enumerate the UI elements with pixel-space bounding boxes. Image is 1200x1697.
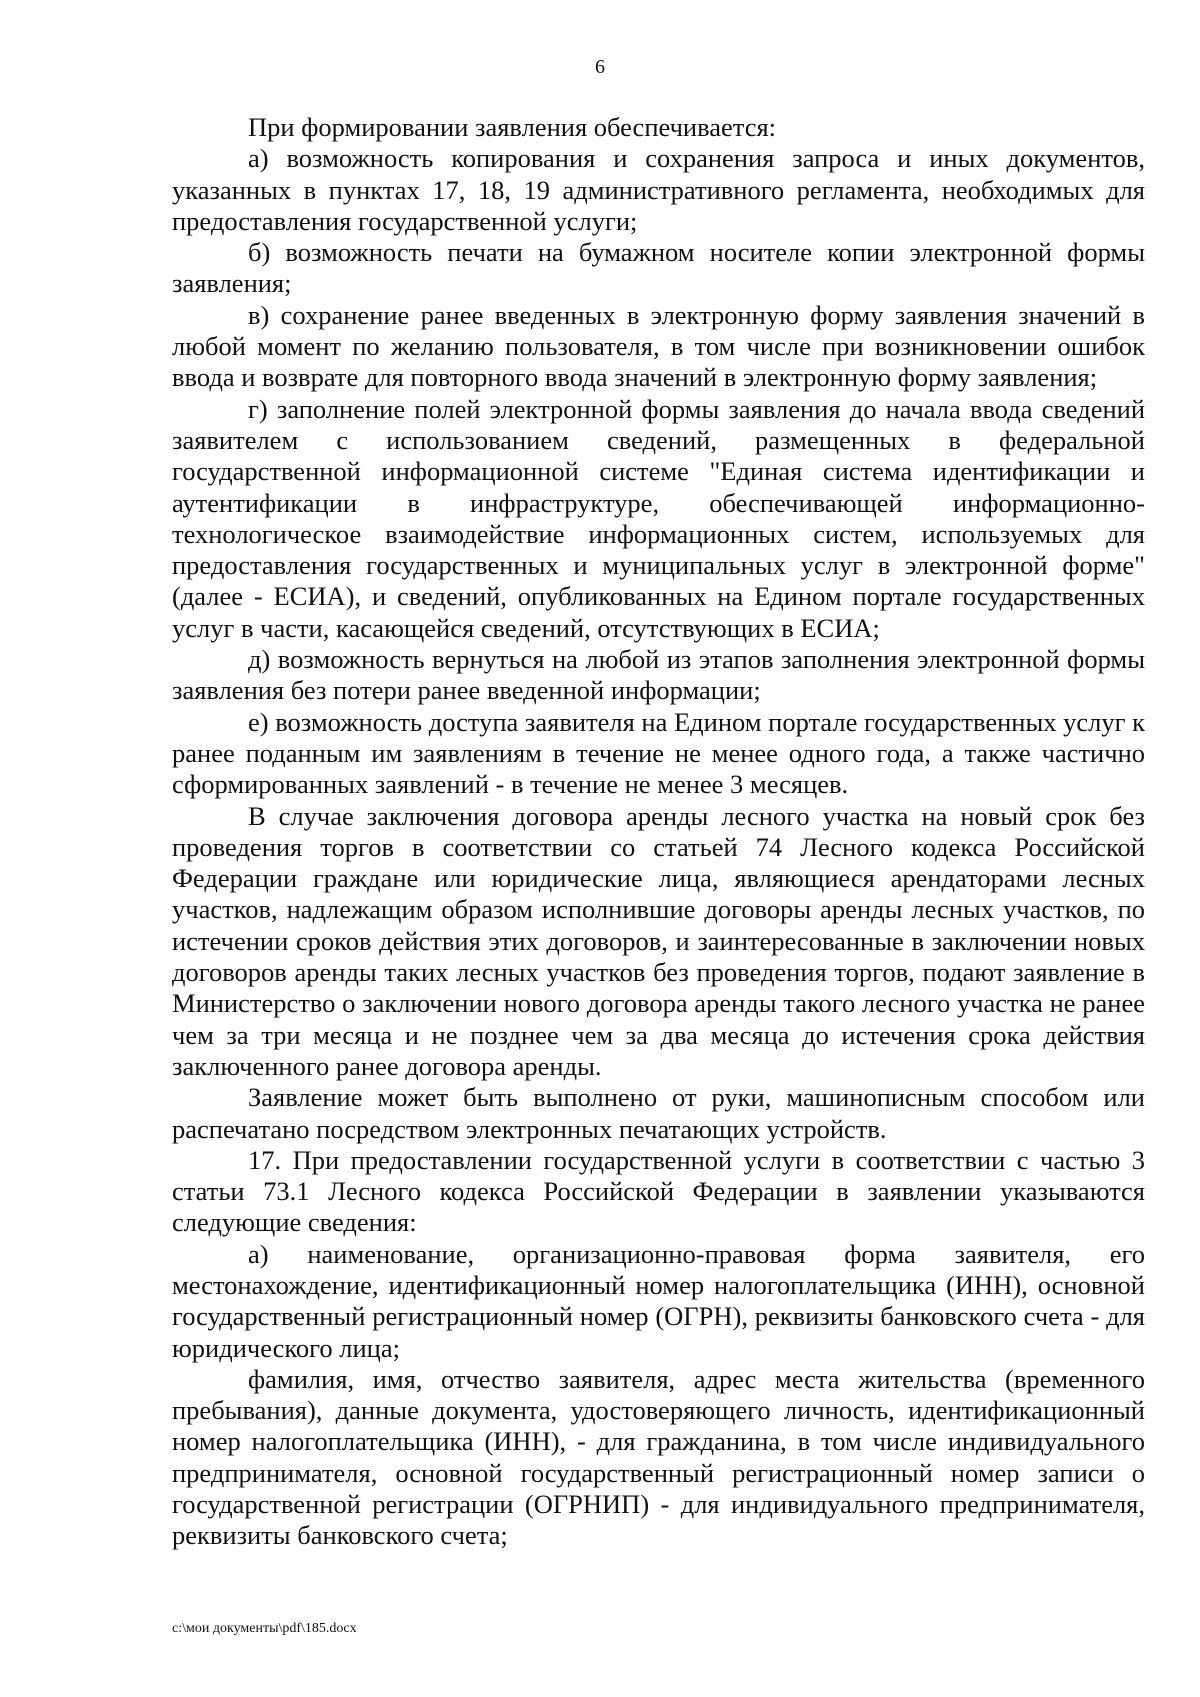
paragraph-item-g: г) заполнение полей электронной формы заявления до начала ввода сведений заявителем с использованием сведений, размещенных в федеральной государственной информационной системе "Единая система идентификации и аутентификации в инфраструктуре, обеспечивающей информационно-технологическое взаимодействие информационных систем, используемых для предоставления государственных и муниципальных услуг в электронной форме" (далее - ЕСИА), и сведений, опубликованных на Едином портале государственных услуг в части, касающейся сведений, отсутствующих в ЕСИА; (172, 393, 1145, 643)
paragraph-item-v: в) сохранение ранее введенных в электронную форму заявления значений в любой момент по желанию пользователя, в том числе при возникновении ошибок ввода и возврате для повторного ввода значений в электронную форму заявления; (172, 299, 1145, 393)
footer-file-path: c:\мои документы\pdf\185.docx (172, 1621, 357, 1636)
paragraph-section-17: 17. При предоставлении государственной услуги в соответствии с частью 3 статьи 73.1 Лесного кодекса Российской Федерации в заявлении указываются следующие сведения: (172, 1144, 1145, 1238)
paragraph-item-a: а) возможность копирования и сохранения запроса и иных документов, указанных в пунктах 17, 18, 19 административного регламента, необходимых для предоставления государственной услуги; (172, 143, 1145, 236)
paragraph-item-d: д) возможность вернуться на любой из этапов заполнения электронной формы заявления без потери ранее введенной информации; (172, 644, 1145, 706)
paragraph-item-b: б) возможность печати на бумажном носителе копии электронной формы заявления; (172, 237, 1145, 299)
page-number: 6 (595, 56, 605, 78)
paragraph-lease-renewal: В случае заключения договора аренды лесного участка на новый срок без проведения торгов в соответствии со статьей 74 Лесного кодекса Российской Федерации граждане или юридические лица, являющиеся арендаторами лесных участков, надлежащим образом исполнившие договоры аренды лесных участков, по истечении сроков действия этих договоров, и заинтересованные в заключении новых договоров аренды таких лесных участков без проведения торгов, подают заявление в Министерство о заключении нового договора аренды такого лесного участка не ранее чем за три месяца и не позднее чем за два месяца до истечения срока действия заключенного ранее договора аренды. (172, 800, 1145, 1081)
paragraph-intro: При формировании заявления обеспечивается: (248, 112, 777, 142)
document-body (172, 112, 1145, 1552)
paragraph-17-item-a: а) наименование, организационно-правовая форма заявителя, его местонахождение, идентификационный номер налогоплательщика (ИНН), основной государственный регистрационный номер (ОГРН), реквизиты банковского счета - для юридического лица; (172, 1238, 1145, 1363)
paragraph-application-format: Заявление может быть выполнено от руки, машинописным способом или распечатано посредством электронных печатающих устройств. (172, 1082, 1145, 1144)
paragraph-17-individual: фамилия, имя, отчество заявителя, адрес места жительства (временного пребывания), данные документа, удостоверяющего личность, идентификационный номер налогоплательщика (ИНН), - для гражданина, в том числе индивидуального предпринимателя, основной государственный регистрационный номер записи о государственной регистрации (ОГРНИП) - для индивидуального предпринимателя, реквизиты банковского счета; (172, 1363, 1145, 1551)
paragraph-item-e: е) возможность доступа заявителя на Едином портале государственных услуг к ранее поданным им заявлениям в течение не менее одного года, а также частично сформированных заявлений - в течение не менее 3 месяцев. (172, 706, 1145, 800)
